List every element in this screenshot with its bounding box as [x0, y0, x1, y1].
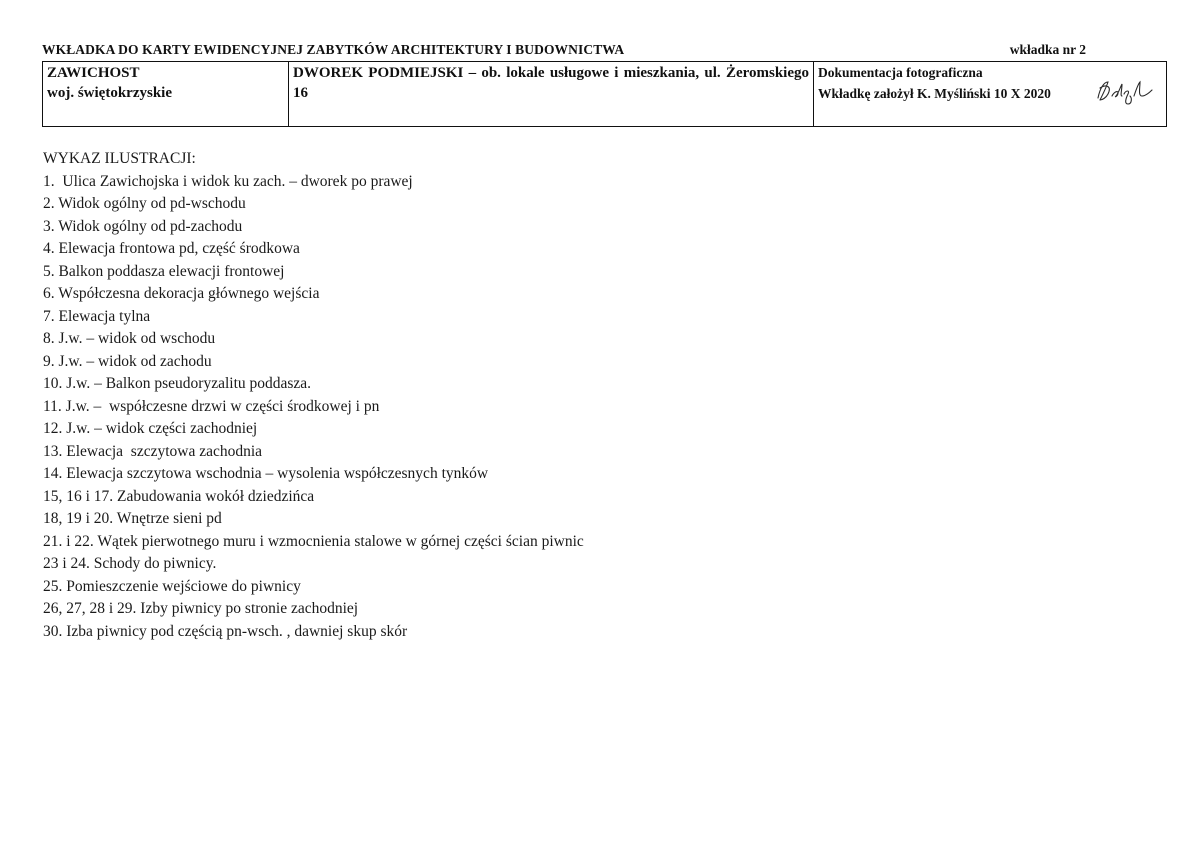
list-item: 14. Elewacja szczytowa wschodnia – wysolenia współczesnych tynków — [43, 465, 489, 482]
list-item: 8. J.w. – widok od wschodu — [43, 330, 216, 347]
illustrations-items — [43, 171, 584, 644]
list-item: 4. Elewacja frontowa pd, część środkowa — [43, 240, 300, 257]
list-item: 6. Współczesna dekoracja głównego wejścia — [43, 285, 320, 302]
list-item: 10. J.w. – Balkon pseudoryzalitu poddasza. — [43, 375, 312, 392]
object-cell — [289, 62, 814, 126]
list-item: 11. J.w. – współczesne drzwi w części środkowej i pn — [43, 397, 380, 415]
list-item: 15, 16 i 17. Zabudowania wokół dziedzińca — [43, 487, 315, 505]
illustrations-heading: WYKAZ ILUSTRACJI: — [43, 150, 196, 167]
documentation-cell — [814, 62, 1166, 126]
list-item: 1. Ulica Zawichojska i widok ku zach. – dworek po prawej — [43, 172, 413, 190]
location-cell — [43, 62, 289, 126]
list-item: 9. J.w. – widok od zachodu — [43, 352, 212, 370]
list-item: 3. Widok ogólny od pd-zachodu — [43, 217, 243, 235]
list-item: 13. Elewacja szczytowa zachodnia — [43, 442, 263, 460]
list-item: 2. Widok ogólny od pd-wschodu — [43, 195, 246, 212]
locality: ZAWICHOST — [47, 65, 140, 81]
insert-number: wkładka nr 2 — [1009, 42, 1086, 57]
list-item: 23 i 24. Schody do piwnicy. — [43, 555, 217, 572]
list-item: 7. Elewacja tylna — [43, 307, 151, 325]
documentation-type: Dokumentacja fotograficzna — [818, 65, 983, 80]
list-item: 21. i 22. Wątek pierwotnego muru i wzmocnienia stalowe w górnej części ścian piwnic — [43, 532, 584, 550]
handwritten-signature — [1094, 74, 1156, 108]
list-item: 5. Balkon poddasza elewacji frontowej — [43, 262, 285, 280]
list-item: 30. Izba piwnicy pod częścią pn-wsch. , dawniej skup skór — [43, 622, 408, 640]
illustrations-list — [43, 148, 584, 643]
created-by: Wkładkę założył K. Myśliński 10 X 2020 — [818, 86, 1051, 101]
object-name: DWOREK PODMIEJSKI – ob. lokale usługowe i mieszkania, ul. Żeromskiego 16 — [293, 65, 809, 101]
list-item: 18, 19 i 20. Wnętrze sieni pd — [43, 510, 222, 527]
list-item: 26, 27, 28 i 29. Izby piwnicy po stronie zachodniej — [43, 600, 359, 617]
list-item: 12. J.w. – widok części zachodniej — [43, 420, 258, 437]
info-box — [42, 61, 1167, 127]
voivodeship: woj. świętokrzyskie — [47, 85, 172, 101]
list-item: 25. Pomieszczenie wejściowe do piwnicy — [43, 577, 301, 595]
document-title: WKŁADKA DO KARTY EWIDENCYJNEJ ZABYTKÓW ARCHITEKTURY I BUDOWNICTWA — [42, 42, 625, 57]
